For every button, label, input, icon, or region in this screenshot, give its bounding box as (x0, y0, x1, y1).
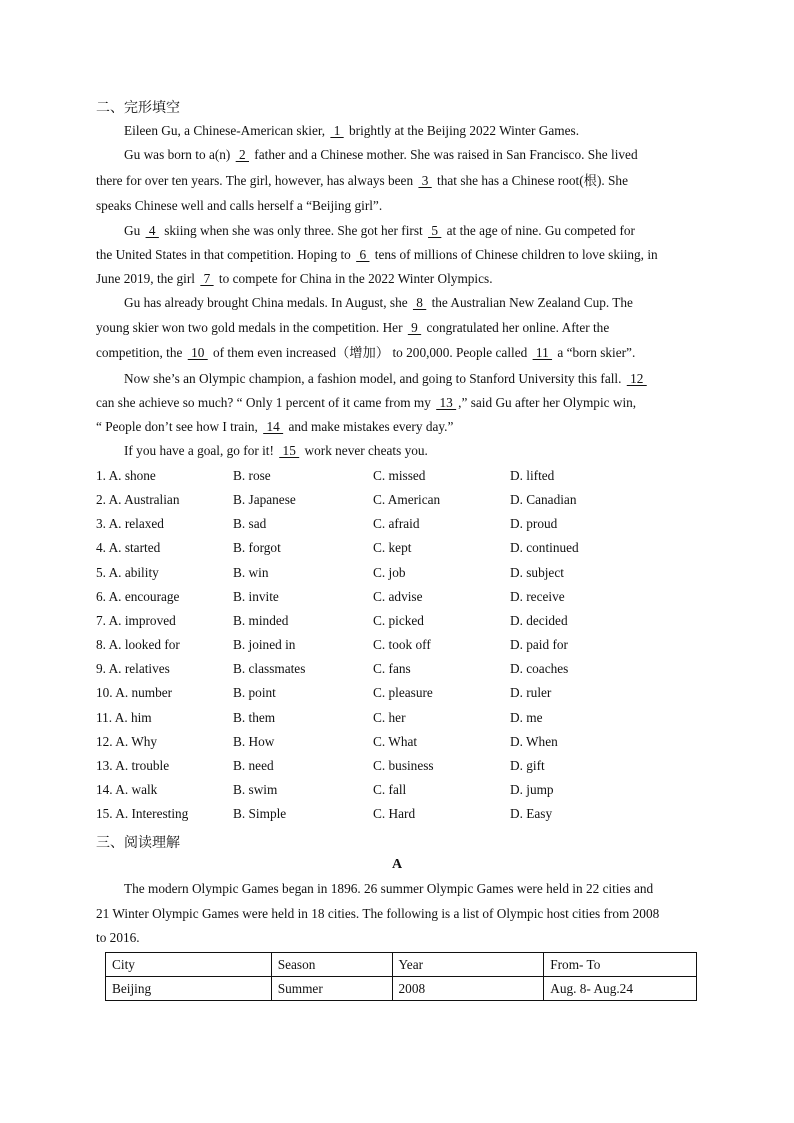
cloze-line (96, 319, 706, 337)
cloze-text: If you have a goal, go for it! (124, 443, 278, 458)
option-b[interactable]: B. rose (233, 468, 271, 483)
section-title-cloze: 二、完形填空 (96, 100, 180, 116)
cloze-text: can she achieve so much? “ Only 1 percent of it came from my (96, 395, 435, 410)
option-a[interactable]: 2. A. Australian (96, 492, 180, 508)
cloze-text: there for over ten years. The girl, however, has always been (96, 173, 417, 188)
blank-number[interactable]: 5 (428, 223, 442, 238)
table-header-cell: Year (392, 953, 544, 977)
cloze-line (96, 246, 706, 264)
option-c[interactable]: C. Hard (373, 806, 416, 822)
option-c[interactable]: C. picked (373, 612, 424, 628)
table-header-row (106, 953, 697, 977)
cloze-text: ,” said Gu after her Olympic win, (458, 395, 637, 410)
option-a[interactable]: 13. A. trouble (96, 757, 170, 773)
option-d[interactable]: D. Easy (510, 806, 553, 822)
cloze-text: June 2019, the girl (96, 271, 199, 286)
blank-number[interactable]: 10 (187, 345, 208, 360)
cloze-text: speaks Chinese well and calls herself a “Beijing girl”. (96, 198, 383, 213)
cloze-text: and make mistakes every day.” (285, 419, 454, 434)
option-c[interactable]: C. advise (373, 588, 423, 604)
passage-label: A (391, 857, 403, 872)
option-c[interactable]: C. kept (373, 540, 412, 556)
cloze-text: the Australian New Zealand Cup. The (428, 295, 633, 310)
cloze-text: Now she’s an Olympic champion, a fashion model, and going to Stanford University this fall. (124, 371, 625, 386)
option-b[interactable]: B. Simple (233, 806, 287, 822)
option-b[interactable]: B. win (233, 564, 269, 580)
blank-number[interactable]: 15 (279, 443, 300, 458)
option-c[interactable]: C. missed (373, 468, 426, 483)
option-a[interactable]: 12. A. Why (96, 733, 158, 749)
option-b[interactable]: B. swim (233, 781, 278, 797)
cloze-text: Gu was born to a(n) (124, 147, 234, 162)
cloze-text: of them even increased（增加） to 200,000. People called (209, 345, 531, 360)
option-a[interactable]: 4. A. started (96, 540, 161, 556)
cloze-line (124, 122, 734, 140)
option-c[interactable]: C. fall (373, 781, 407, 797)
table-cell: Aug. 8- Aug.24 (544, 977, 697, 1001)
option-row (96, 758, 696, 776)
reading-line: 21 Winter Olympic Games were held in 18 cities. The following is a list of Olympic host cities from 2008 (96, 906, 660, 921)
option-d[interactable]: D. When (510, 733, 558, 749)
option-row (96, 589, 696, 607)
blank-number[interactable]: 1 (330, 123, 344, 138)
option-row (96, 613, 696, 631)
option-row (96, 685, 696, 703)
blank-number[interactable]: 2 (235, 147, 249, 162)
cloze-text: young skier won two gold medals in the competition. Her (96, 320, 406, 335)
reading-line: to 2016. (96, 930, 140, 945)
option-b[interactable]: B. How (233, 733, 275, 749)
blank-number[interactable]: 11 (532, 345, 553, 360)
option-a[interactable]: 3. A. relaxed (96, 516, 164, 532)
cloze-text: Eileen Gu, a Chinese-American skier, (124, 123, 329, 138)
option-row (96, 492, 696, 510)
cloze-line (124, 222, 734, 240)
cloze-line (96, 197, 706, 215)
option-a[interactable]: 10. A. number (96, 685, 173, 701)
cloze-line (124, 370, 734, 388)
cloze-text: father and a Chinese mother. She was raised in San Francisco. She lived (250, 147, 638, 162)
option-row (96, 540, 696, 558)
blank-number[interactable]: 6 (356, 247, 370, 262)
cloze-text: the United States in that competition. Hoping to (96, 247, 355, 262)
cloze-line (124, 442, 734, 460)
option-row (96, 637, 696, 655)
option-d[interactable]: D. receive (510, 588, 565, 604)
option-a[interactable]: 9. A. relatives (96, 661, 170, 677)
cloze-text: brightly at the Beijing 2022 Winter Games. (345, 123, 580, 138)
cloze-text: skiing when she was only three. She got her first (160, 223, 427, 238)
option-a[interactable]: 8. A. looked for (96, 637, 180, 653)
cloze-line (124, 146, 734, 164)
option-b[interactable]: B. them (233, 709, 276, 725)
option-a[interactable]: 11. A. him (96, 709, 152, 725)
cloze-line (96, 172, 706, 190)
cloze-text: that she has a Chinese root(根). She (433, 173, 628, 188)
host-cities-table (105, 952, 697, 1001)
option-c[interactable]: C. American (373, 492, 441, 508)
option-b[interactable]: B. forgot (233, 540, 281, 556)
option-d[interactable]: D. ruler (510, 685, 552, 701)
option-d[interactable]: D. me (510, 709, 543, 725)
option-c[interactable]: C. took off (373, 637, 431, 653)
cloze-text: congratulated her online. After the (423, 320, 610, 335)
table-header-cell: City (106, 953, 272, 977)
option-row (96, 565, 696, 583)
option-a[interactable]: 14. A. walk (96, 781, 158, 797)
table-cell: Summer (271, 977, 392, 1001)
table-cell: 2008 (392, 977, 544, 1001)
cloze-text: “ People don’t see how I train, (96, 419, 262, 434)
option-d[interactable]: D. subject (510, 564, 564, 580)
option-row (96, 710, 696, 728)
option-a[interactable]: 6. A. encourage (96, 588, 180, 604)
option-d[interactable]: D. decided (510, 612, 568, 628)
option-b[interactable]: B. need (233, 757, 274, 773)
blank-number[interactable]: 14 (263, 419, 284, 434)
option-b[interactable]: B. minded (233, 612, 289, 628)
section-title-reading: 三、阅读理解 (96, 835, 180, 851)
option-a[interactable]: 1. A. shone (96, 468, 156, 483)
table-cell: Beijing (106, 977, 272, 1001)
option-a[interactable]: 7. A. improved (96, 612, 176, 628)
cloze-line (96, 394, 706, 412)
option-d[interactable]: D. coaches (510, 661, 569, 677)
option-a[interactable]: 15. A. Interesting (96, 806, 189, 822)
blank-number[interactable]: 12 (626, 371, 647, 386)
option-row (96, 734, 696, 752)
cloze-text: tens of millions of Chinese children to love skiing, in (371, 247, 658, 262)
option-d[interactable]: D. gift (510, 757, 545, 773)
cloze-text: Gu has already brought China medals. In August, she (124, 295, 411, 310)
option-c[interactable]: C. afraid (373, 516, 420, 532)
option-row (96, 516, 696, 534)
option-b[interactable]: B. invite (233, 588, 279, 604)
option-c[interactable]: C. fans (373, 661, 411, 677)
option-c[interactable]: C. business (373, 757, 434, 773)
cloze-text: competition, the (96, 345, 186, 360)
table-header-cell: Season (271, 953, 392, 977)
option-b[interactable]: B. Japanese (233, 492, 296, 508)
option-d[interactable]: D. jump (510, 781, 554, 797)
blank-number[interactable]: 13 (436, 395, 457, 410)
option-c[interactable]: C. What (373, 733, 418, 749)
option-a[interactable]: 5. A. ability (96, 564, 159, 580)
option-row (96, 782, 696, 800)
cloze-line (96, 270, 706, 288)
cloze-text: Gu (124, 223, 144, 238)
blank-number[interactable]: 7 (200, 271, 214, 286)
blank-number[interactable]: 8 (412, 295, 427, 310)
option-row (96, 806, 696, 824)
cloze-line (96, 418, 706, 436)
cloze-text: a “born skier”. (554, 345, 636, 360)
cloze-text: work never cheats you. (301, 443, 428, 458)
table-row (106, 977, 697, 1001)
table-header-cell: From- To (544, 953, 697, 977)
option-b[interactable]: B. classmates (233, 661, 306, 677)
blank-number[interactable]: 9 (407, 320, 422, 335)
option-b[interactable]: B. point (233, 685, 276, 701)
option-d[interactable]: D. proud (510, 516, 558, 532)
option-d[interactable]: D. Canadian (510, 492, 577, 508)
option-c[interactable]: C. job (373, 564, 406, 580)
blank-number[interactable]: 3 (418, 173, 432, 188)
option-c[interactable]: C. pleasure (373, 685, 433, 701)
option-b[interactable]: B. sad (233, 516, 267, 532)
cloze-line (96, 344, 706, 362)
option-row (96, 468, 696, 486)
cloze-text: to compete for China in the 2022 Winter Olympics. (215, 271, 493, 286)
option-b[interactable]: B. joined in (233, 637, 296, 653)
reading-line: The modern Olympic Games began in 1896. 26 summer Olympic Games were held in 22 cities and (124, 881, 654, 896)
option-d[interactable]: D. paid for (510, 637, 568, 653)
cloze-line (124, 294, 734, 312)
option-c[interactable]: C. her (373, 709, 406, 725)
option-row (96, 661, 696, 679)
cloze-text: at the age of nine. Gu competed for (443, 223, 635, 238)
option-d[interactable]: D. lifted (510, 468, 555, 483)
blank-number[interactable]: 4 (145, 223, 159, 238)
option-d[interactable]: D. continued (510, 540, 579, 556)
